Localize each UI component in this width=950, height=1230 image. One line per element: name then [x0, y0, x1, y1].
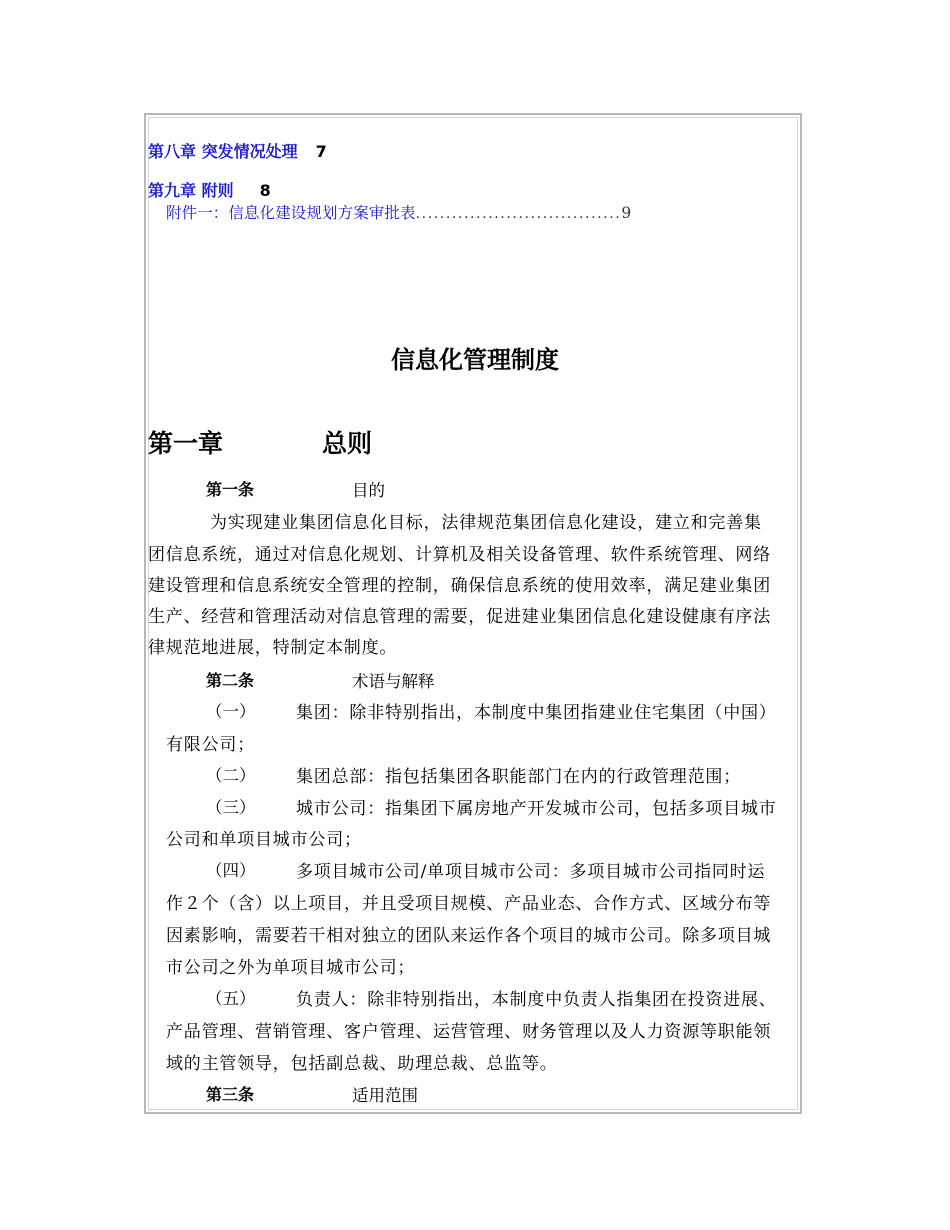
- article1-line: 团信息系统，通过对信息化规划、计算机及相关设备管理、软件系统管理、网络: [148, 545, 771, 565]
- item-number: （二）: [206, 766, 256, 785]
- item-line: 集团：除非特别指出，本制度中集团指建业住宅集团（中国）: [296, 703, 777, 723]
- chapter1-title: 总则: [322, 429, 373, 458]
- article2-label: 第二条: [206, 671, 255, 690]
- item-line: 负责人：除非特别指出，本制度中负责人指集团在投资进展、: [296, 990, 777, 1010]
- article1-line: 建设管理和信息系统安全管理的控制，确保信息系统的使用效率，满足建业集团: [148, 576, 771, 596]
- toc-chapter9-link[interactable]: 第九章 附则 8: [148, 181, 271, 200]
- article3-name: 适用范围: [352, 1086, 418, 1105]
- article2-name: 术语与解释: [352, 672, 435, 691]
- item-line: 作２个（含）以上项目，并且受项目规模、产品业态、合作方式、区域分布等: [166, 894, 772, 914]
- item-line: 公司和单项目城市公司；: [166, 830, 362, 850]
- toc-annex1-leader: ..................................: [415, 206, 622, 222]
- article1-label: 第一条: [206, 480, 255, 499]
- item-line: 城市公司：指集团下属房地产开发城市公司，包括多项目城市: [296, 799, 777, 819]
- article1-line: 生产、经营和管理活动对信息管理的需要，促进建业集团信息化建设健康有序法: [148, 607, 771, 627]
- toc-annex1-page: 9: [621, 204, 632, 222]
- document-title: 信息化管理制度: [391, 346, 559, 374]
- chapter1-number: 第一章: [148, 429, 224, 458]
- toc-chapter8-link[interactable]: 第八章 突发情况处理 7: [148, 142, 327, 161]
- toc-chapter9-page: 8: [259, 181, 271, 200]
- item-number: （三）: [206, 798, 256, 817]
- article1-line: 律规范地进展，特制定本制度。: [148, 638, 398, 658]
- item-line: 产品管理、营销管理、客户管理、运营管理、财务管理以及人力资源等职能领: [166, 1022, 772, 1042]
- item-line: 市公司之外为单项目城市公司；: [166, 958, 416, 978]
- item-number: （一）: [206, 702, 256, 721]
- item-line: 因素影响，需要若干相对独立的团队来运作各个项目的城市公司。除多项目城: [166, 926, 772, 946]
- item-line: 有限公司；: [166, 735, 255, 755]
- article1-line: 为实现建业集团信息化目标，法律规范集团信息化建设，建立和完善集: [210, 513, 762, 533]
- toc-annex1-link[interactable]: 附件一：信息化建设规划方案审批表..................................9: [166, 204, 632, 222]
- item-number: （五）: [206, 989, 256, 1008]
- item-line: 域的主管领导，包括副总裁、助理总裁、总监等。: [166, 1054, 558, 1074]
- item-number: （四）: [206, 861, 256, 880]
- article1-name: 目的: [352, 481, 385, 500]
- article3-label: 第三条: [206, 1085, 255, 1104]
- toc-chapter8-page: 7: [315, 142, 327, 161]
- item-line: 集团总部：指包括集团各职能部门在内的行政管理范围；: [296, 767, 741, 787]
- item-line: 多项目城市公司/单项目城市公司：多项目城市公司指同时运: [296, 862, 766, 882]
